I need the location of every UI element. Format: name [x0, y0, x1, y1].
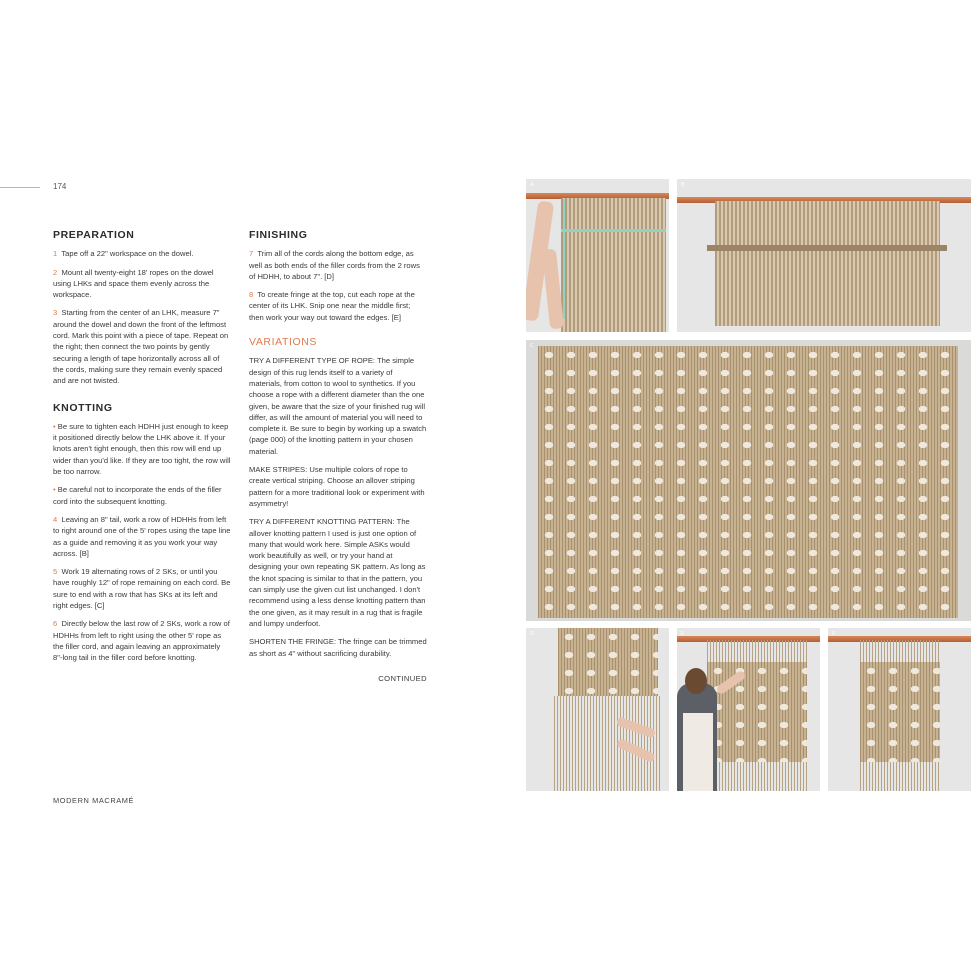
knotting-heading: KNOTTING: [53, 401, 113, 414]
rope-cords: [561, 198, 666, 332]
finishing-heading: FINISHING: [249, 229, 308, 241]
photo-f: [828, 628, 971, 791]
top-fringe: [707, 640, 807, 662]
step: 3 Starting from the center of an LHK, measure 7" around the dowel and down the front of the leftmost cord. Mark this point with a piece of tape. Repeat on the right; then connect the two points by gently securing a length of tape horizontally across all of the cords, making sure they remain evenly spaced and are not twisted.: [53, 308, 229, 386]
photo-label: E: [681, 631, 685, 637]
continued-label: CONTINUED: [378, 673, 427, 683]
photo-c: [526, 340, 971, 621]
rug-body: [558, 628, 658, 696]
step: • Be sure to tighten each HDHH just enough to keep it positioned directly below the LHK above it. If your knots aren't tight enough, then this row will end up wider than you'd like. If they are too tight, the row will be too narrow.: [53, 421, 231, 477]
person-head: [685, 668, 707, 694]
photo-label: D: [530, 631, 534, 637]
step: 1 Tape off a 22" workspace on the dowel.: [53, 249, 194, 259]
step: 8 To create fringe at the top, cut each rope at the center of its LHK. Snip one near the middle first; then work your way out toward the edges. [E]: [249, 290, 415, 322]
rug-body: [860, 662, 940, 762]
tape-line: [561, 229, 666, 232]
rope-cords: [715, 201, 940, 326]
right-text-column: [249, 230, 427, 684]
apron: [683, 713, 713, 791]
tape-measure: [563, 199, 565, 319]
macrame-detail: [538, 346, 958, 618]
rug-fringe: [707, 762, 807, 791]
variation-paragraph: SHORTEN THE FRINGE: The fringe can be trimmed as short as 4" without sacrificing durability.: [249, 637, 427, 658]
photo-b: [677, 179, 971, 332]
variation-paragraph: TRY A DIFFERENT TYPE OF ROPE: The simple design of this rug lends itself to a variety of materials, from cotton to wool to synthetics. If you choose a rope with a different diameter than the one given, be aware that the size of your finished rug will differ, as will the amount of material you will need to complete it. Be sure to begin by working up a swatch (page 000) of the knotting pattern in your chosen material.: [249, 356, 427, 456]
rug-fringe: [860, 762, 940, 791]
rug-fringe: [554, 696, 662, 791]
step: 6 Directly below the last row of 2 SKs, work a row of HDHHs from left to right using the other 5' rope as the filler cord, and again leaving an approximately 8"-long tail in the filler cord before knotting.: [53, 619, 230, 663]
top-fringe: [860, 640, 940, 662]
rug-body: [707, 662, 807, 762]
photo-label: B: [681, 182, 685, 188]
photo-label: A: [530, 182, 534, 188]
photo-a: [526, 179, 669, 332]
step: 4 Leaving an 8" tail, work a row of HDHHs from left to right around one of the 5' ropes using the tape line as a guide and removing it as you work your way across. [B]: [53, 514, 231, 558]
variation-paragraph: TRY A DIFFERENT KNOTTING PATTERN: The allover knotting pattern I used is just one option of many that would work here. Simple ASKs would work beautifully as well, or try your hand at designing your own repeating SK pattern. As long as the knot spacing is similar to that in the pattern, you can simply use the given cut list unchanged. I don't recommend using a less dense knotting pattern than the one given, as it may result in a rug that is fragile and lumpy underfoot.: [249, 517, 426, 628]
knot-row: [707, 245, 947, 251]
photo-d: [526, 628, 669, 791]
step: 5 Work 19 alternating rows of 2 SKs, or until you have roughly 12" of rope remaining on each cord. Be sure to end with a row that has SKs at its left and right edges. [C]: [53, 567, 231, 611]
photo-e: [677, 628, 820, 791]
page-number: 174: [53, 182, 67, 191]
step: 7 Trim all of the cords along the bottom edge, as well as both ends of the filler cords from the 2 rows of HDHH, to about 7". [D]: [249, 249, 420, 281]
photo-label: F: [832, 631, 836, 637]
book-footer: MODERN MACRAMÉ: [53, 796, 135, 805]
page-rule: [0, 187, 40, 188]
step: 2 Mount all twenty-eight 18' ropes on the dowel using LHKs and space them evenly across the workspace.: [53, 267, 214, 300]
variations-heading: VARIATIONS: [249, 336, 318, 349]
variation-paragraph: MAKE STRIPES: Use multiple colors of rope to create vertical striping. Choose an allover striping pattern for a more traditional look or experiment with asymmetry!: [249, 465, 425, 508]
preparation-heading: PREPARATION: [53, 229, 135, 241]
photo-label: C: [530, 343, 534, 349]
left-text-column: [53, 230, 231, 671]
step: • Be careful not to incorporate the ends of the filler cord into the subsequent knotting.: [53, 485, 222, 506]
